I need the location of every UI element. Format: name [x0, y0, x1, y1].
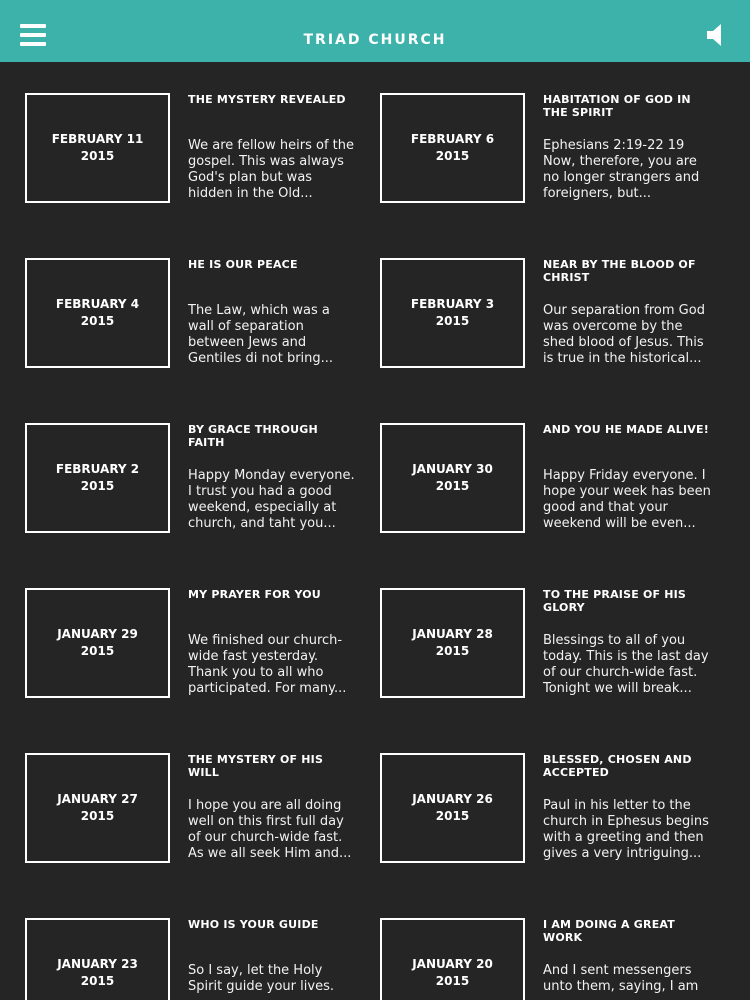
devotional-excerpt: Ephesians 2:19-22 19 Now, therefore, you are no longer strangers and foreigners, but... [543, 138, 700, 201]
date-year: 2015 [435, 479, 470, 493]
date-box [25, 753, 170, 863]
devotional-title: MY PRAYER FOR YOU [188, 588, 321, 601]
devotional-title: BLESSED, CHOSEN AND ACCEPTED [543, 753, 692, 779]
devotional-card[interactable] [380, 258, 710, 370]
date-month-day: JANUARY 23 [57, 957, 138, 971]
devotional-card[interactable] [25, 258, 355, 370]
devotional-card[interactable] [25, 93, 355, 205]
devotional-excerpt: So I say, let the Holy Spirit guide your lives. [188, 963, 334, 994]
devotional-title: BY GRACE THROUGH FAITH [188, 423, 318, 449]
date-year: 2015 [80, 149, 115, 163]
devotional-title: TO THE PRAISE OF HIS GLORY [543, 588, 687, 614]
date-year: 2015 [435, 974, 470, 988]
date-box [380, 423, 525, 533]
devotional-excerpt: Our separation from God was overcome by the shed blood of Jesus. This is true in the historical... [543, 303, 705, 366]
date-box [380, 588, 525, 698]
date-month-day: FEBRUARY 4 [55, 297, 140, 311]
date-year: 2015 [80, 479, 115, 493]
devotional-card[interactable] [380, 93, 710, 205]
date-box [380, 93, 525, 203]
date-year: 2015 [435, 314, 470, 328]
date-box [380, 753, 525, 863]
date-month-day: FEBRUARY 11 [51, 132, 144, 146]
devotional-card[interactable] [380, 918, 710, 1000]
devotional-card[interactable] [380, 753, 710, 865]
devotional-title: I AM DOING A GREAT WORK [543, 918, 675, 944]
date-month-day: JANUARY 27 [57, 792, 138, 806]
devotional-excerpt: The Law, which was a wall of separation between Jews and Gentiles di not bring... [188, 303, 334, 366]
hamburger-menu-icon[interactable] [20, 24, 46, 46]
devotional-excerpt: Blessings to all of you today. This is the last day of our church-wide fast. Tonight we will break... [543, 633, 709, 696]
devotional-excerpt: Happy Friday everyone. I hope your week has been good and that your weekend will be even... [543, 468, 711, 531]
devotional-excerpt: Happy Monday everyone. I trust you had a good weekend, especially at church, and taht you... [188, 468, 355, 531]
date-box [25, 93, 170, 203]
devotional-title: THE MYSTERY OF HIS WILL [188, 753, 324, 779]
date-year: 2015 [80, 974, 115, 988]
devotional-title: AND YOU HE MADE ALIVE! [543, 423, 709, 436]
date-box [25, 258, 170, 368]
devotional-title: WHO IS YOUR GUIDE [188, 918, 319, 931]
devotional-card[interactable] [25, 423, 355, 535]
devotional-card[interactable] [25, 588, 355, 700]
devotional-title: HABITATION OF GOD IN THE SPIRIT [543, 93, 691, 119]
devotional-card[interactable] [25, 753, 355, 865]
devotional-card[interactable] [380, 423, 710, 535]
devotional-grid [0, 62, 750, 1000]
devotional-card[interactable] [25, 918, 355, 1000]
devotional-card[interactable] [380, 588, 710, 700]
date-month-day: JANUARY 30 [412, 462, 493, 476]
devotional-excerpt: I hope you are all doing well on this first full day of our church-wide fast. As we all seek Him and... [188, 798, 352, 861]
date-box [25, 588, 170, 698]
devotional-title: NEAR BY THE BLOOD OF CHRIST [543, 258, 696, 284]
app-title: TRIAD CHURCH [303, 32, 447, 48]
date-month-day: FEBRUARY 3 [410, 297, 495, 311]
date-year: 2015 [80, 809, 115, 823]
date-box [25, 918, 170, 1000]
date-month-day: JANUARY 20 [412, 957, 493, 971]
devotional-title: THE MYSTERY REVEALED [188, 93, 346, 106]
speaker-icon[interactable] [706, 22, 728, 48]
date-month-day: JANUARY 26 [412, 792, 493, 806]
date-year: 2015 [435, 809, 470, 823]
date-year: 2015 [80, 644, 115, 658]
devotional-excerpt: We are fellow heirs of the gospel. This was always God's plan but was hidden in the Old... [188, 138, 354, 201]
date-year: 2015 [435, 149, 470, 163]
date-year: 2015 [80, 314, 115, 328]
date-month-day: JANUARY 29 [57, 627, 138, 641]
date-month-day: FEBRUARY 2 [55, 462, 140, 476]
date-year: 2015 [435, 644, 470, 658]
devotional-excerpt: We finished our church-wide fast yesterday. Thank you to all who participated. For many... [188, 633, 347, 696]
top-bar [0, 0, 750, 62]
devotional-excerpt: And I sent messengers unto them, saying, I am [543, 963, 699, 994]
devotional-title: HE IS OUR PEACE [188, 258, 298, 271]
date-month-day: JANUARY 28 [412, 627, 493, 641]
date-month-day: FEBRUARY 6 [410, 132, 495, 146]
devotional-excerpt: Paul in his letter to the church in Ephesus begins with a greeting and then gives a very intriguing... [543, 798, 709, 861]
date-box [380, 918, 525, 1000]
date-box [380, 258, 525, 368]
date-box [25, 423, 170, 533]
